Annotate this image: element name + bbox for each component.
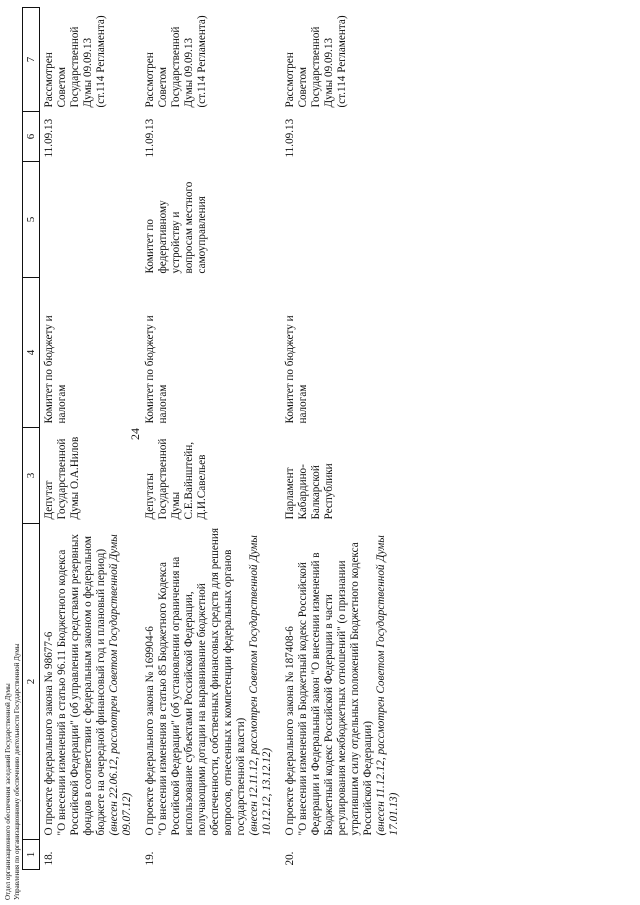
column-header: 2 <box>23 524 40 840</box>
initiator: Парламент Кабардино-Балкарской Республики <box>284 463 335 520</box>
footer-line: Отдел организационного обеспечения заседаний Государственной Думы <box>4 683 12 900</box>
bill-description <box>40 524 141 840</box>
bill-title: О проекте федерального закона № 98677-6 <box>43 631 55 836</box>
column-header: 4 <box>23 278 40 428</box>
date: 11.09.13 <box>43 118 55 158</box>
row-number: 20. <box>284 851 296 866</box>
bill-note: (внесен 22.06.12, рассмотрен Советом Государственной Думы 09.07.12) <box>108 534 133 836</box>
footer-line: Управления по организационному обеспечению деятельности Государственной Думы <box>13 643 21 900</box>
bill-quote: "О внесении изменения в статью 85 Бюджетного Кодекса Российской Федерации" (об установлении ограничения на использование субъектами Российской Федерации, получающими дотации на выравнивание бюджетной обеспеченности, собственных финансовых средств для решения вопросов, отнесенных к компетенции федеральных органов государственной власти) <box>157 528 247 836</box>
row-number: 18. <box>43 851 55 866</box>
column-header: 1 <box>23 840 40 870</box>
bill-quote: "О внесении изменений в статью 96.11 Бюджетного кодекса Российской Федерации" (об управлении средствами резервных фондов в соответствии с федеральным законом о федеральном бюджете на очередной финансовый год и плановый период) <box>56 534 107 836</box>
co-committee <box>40 162 141 278</box>
column-header: 6 <box>23 112 40 162</box>
bill-description <box>141 524 281 840</box>
committee: Комитет по бюджету и налогам <box>144 315 169 424</box>
page-number: 24 <box>128 428 142 440</box>
date: 11.09.13 <box>144 118 156 158</box>
page-footer <box>4 580 22 900</box>
bill-title: О проекте федерального закона № 169904-6 <box>144 626 156 836</box>
column-header: 7 <box>23 8 40 112</box>
co-committee <box>281 162 408 278</box>
initiator: Депутаты Государственной Думы С.Е.Вайнштейн, Д.И.Савельев <box>144 438 208 520</box>
bill-note: (внесен 11.12.12, рассмотрен Советом Государственной Думы 17.01.13) <box>375 535 400 836</box>
co-committee: Комитет по федеративному устройству и вопросам местного самоуправления <box>144 181 208 274</box>
committee: Комитет по бюджету и налогам <box>43 315 68 424</box>
rotated-page-content <box>22 8 622 870</box>
table-row <box>40 8 141 870</box>
date: 11.09.13 <box>284 118 296 158</box>
decision: Рассмотрен Советом Государственной Думы 09.09.13 (ст.114 Регламента) <box>43 15 107 108</box>
bill-quote: "О внесении изменений в Бюджетный кодекс Российской Федерации и Федеральный закон "О внесении изменений в Бюджетный кодекс Российской Федерации в части регулирования межбюджетных отношений" (о признании утратившим силу отдельных положений Бюджетного кодекса Российской Федерации) <box>297 542 374 836</box>
column-header: 5 <box>23 162 40 278</box>
table-row <box>141 8 281 870</box>
table-header-row <box>23 8 40 870</box>
table-row <box>281 8 408 870</box>
committee: Комитет по бюджету и налогам <box>284 315 309 424</box>
decision: Рассмотрен Советом Государственной Думы 09.09.13 (ст.114 Регламента) <box>144 15 208 108</box>
row-number: 19. <box>144 851 156 866</box>
initiator: Депутат Государственной Думы О.А.Нилов <box>43 436 81 520</box>
bill-description <box>281 524 408 840</box>
decision: Рассмотрен Советом Государственной Думы 09.09.13 (ст.114 Регламента) <box>284 15 348 108</box>
bill-note: (внесен 12.11.12, рассмотрен Советом Государственной Думы 10.12.12, 13.12.12) <box>248 535 273 836</box>
column-header: 3 <box>23 428 40 524</box>
bills-table <box>22 7 408 870</box>
bill-title: О проекте федерального закона № 187408-6 <box>284 626 296 836</box>
